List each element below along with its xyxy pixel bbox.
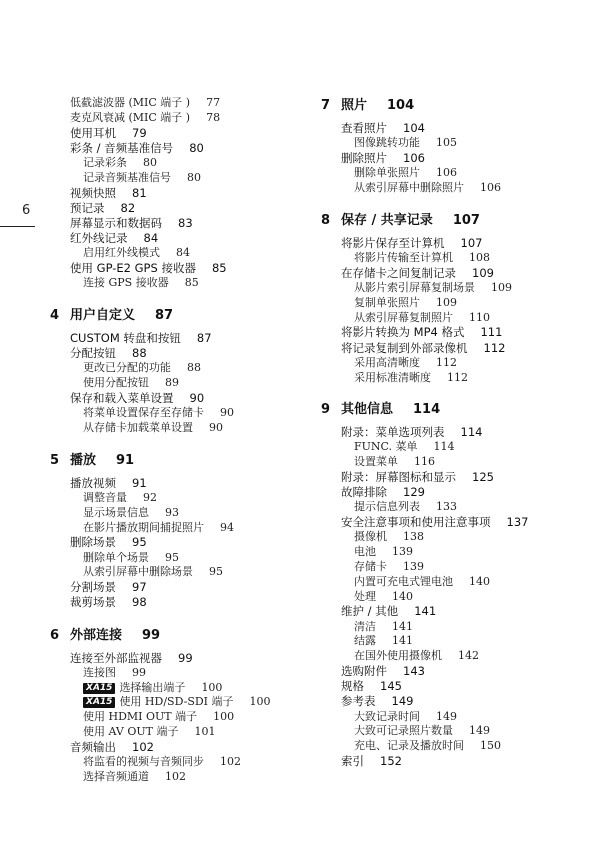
- entry-page-number: 100: [249, 695, 271, 709]
- toc-section[interactable]: [341, 325, 606, 340]
- entry-page-number: 97: [132, 580, 147, 595]
- entry-title: 用户自定义: [70, 308, 136, 324]
- toc-section[interactable]: [70, 535, 320, 550]
- entry-title: 提示信息列表: [354, 500, 420, 514]
- chapter-number: 5: [50, 452, 60, 468]
- toc-subsection[interactable]: [70, 681, 320, 696]
- entry-page-number: 102: [220, 754, 241, 768]
- toc-section[interactable]: [70, 231, 320, 246]
- entry-page-number: 92: [143, 491, 157, 505]
- toc-subsection[interactable]: [341, 356, 606, 371]
- entry-title: 在国外使用摄像机: [354, 649, 442, 663]
- entry-title: 采用标准清晰度: [354, 370, 431, 384]
- entry-title: 大致可记录照片数量: [354, 724, 453, 738]
- toc-subsection[interactable]: [70, 521, 320, 536]
- toc-subsection[interactable]: [341, 166, 606, 181]
- entry-page-number: 141: [392, 619, 413, 633]
- toc-chapter[interactable]: [50, 626, 320, 645]
- entry-title: 存储卡: [354, 560, 387, 574]
- toc-subsection[interactable]: [341, 296, 606, 311]
- toc-subsection[interactable]: [70, 156, 320, 171]
- toc-subsection[interactable]: [70, 710, 320, 725]
- toc-subsection[interactable]: [341, 545, 606, 560]
- toc-subsection[interactable]: [70, 246, 320, 261]
- entry-title: 使用 HD/SD-SDI 端子: [119, 695, 234, 709]
- entry-page-number: 95: [209, 565, 223, 579]
- model-badge: XA15: [83, 697, 115, 708]
- entry-title: 采用高清晰度: [354, 355, 420, 369]
- entry-page-number: 102: [165, 769, 186, 783]
- entry-page-number: 133: [436, 500, 457, 514]
- entry-page-number: 114: [460, 425, 483, 440]
- entry-page-number: 99: [178, 650, 193, 665]
- entry-title: 结露: [354, 634, 376, 648]
- toc-subsection[interactable]: [70, 770, 320, 785]
- entry-title: 设置菜单: [354, 455, 398, 469]
- entry-title: 保存 / 共享记录: [341, 212, 433, 228]
- entry-page-number: 106: [480, 180, 501, 194]
- entry-page-number: 107: [452, 212, 480, 228]
- entry-page-number: 94: [220, 520, 234, 534]
- entry-title: 图像跳转功能: [354, 136, 420, 150]
- toc-chapter[interactable]: [321, 400, 606, 419]
- entry-page-number: 90: [189, 391, 205, 406]
- entry-title: 从影片索引屏幕复制场景: [354, 280, 475, 294]
- toc-section[interactable]: [70, 141, 320, 156]
- entry-page-number: 99: [132, 665, 146, 679]
- entry-page-number: 109: [436, 295, 457, 309]
- entry-page-number: 87: [196, 331, 212, 346]
- entry-title: 使用 AV OUT 端子: [83, 724, 179, 738]
- chapter-number: 9: [321, 402, 331, 418]
- toc-subsection[interactable]: [70, 506, 320, 521]
- entry-page-number: 106: [436, 166, 457, 180]
- entry-page-number: 112: [483, 340, 506, 355]
- toc-section[interactable]: [70, 740, 320, 755]
- entry-title: 分割场景: [70, 580, 116, 595]
- entry-page-number: 105: [436, 136, 457, 150]
- entry-title: 在存储卡之间复制记录: [341, 265, 456, 280]
- toc-subsection[interactable]: [70, 376, 320, 391]
- entry-title: 大致记录时间: [354, 709, 420, 723]
- entry-page-number: 99: [142, 627, 161, 643]
- entry-title: 使用耳机: [70, 125, 116, 140]
- entry-title: 调整音量: [83, 491, 127, 505]
- entry-page-number: 102: [132, 739, 154, 754]
- entry-title: 电池: [354, 545, 376, 559]
- toc-subsection[interactable]: [70, 111, 320, 126]
- toc-subsection[interactable]: [341, 455, 606, 470]
- entry-page-number: 114: [413, 402, 441, 418]
- toc-subsection[interactable]: [341, 530, 606, 545]
- toc-section[interactable]: [70, 201, 320, 216]
- toc-section[interactable]: [341, 425, 606, 440]
- entry-title: 选购附件: [341, 664, 387, 678]
- entry-title: 彩条 / 音频基准信号: [70, 140, 174, 155]
- entry-page-number: 98: [132, 595, 147, 610]
- entry-page-number: 109: [472, 265, 494, 280]
- entry-title: CUSTOM 转盘和按钮: [70, 331, 181, 346]
- entry-page-number: 141: [392, 634, 413, 648]
- toc-section[interactable]: [341, 236, 606, 251]
- toc-section[interactable]: [70, 476, 320, 491]
- toc-subsection[interactable]: [341, 181, 606, 196]
- entry-title: 低截滤波器 (MIC 端子 ): [70, 96, 191, 109]
- entry-title: 删除单张照片: [354, 166, 420, 180]
- entry-page-number: 87: [155, 308, 174, 324]
- entry-title: 参考表: [341, 694, 376, 709]
- entry-page-number: 114: [433, 440, 455, 454]
- entry-title: 在影片播放期间捕捉照片: [83, 520, 204, 534]
- toc-subsection[interactable]: [341, 710, 606, 725]
- toc-chapter[interactable]: [50, 306, 320, 325]
- entry-page-number: 107: [460, 235, 483, 250]
- entry-title: 附录：屏幕图标和显示: [341, 470, 456, 485]
- entry-page-number: 149: [391, 694, 414, 709]
- entry-page-number: 90: [209, 421, 223, 435]
- toc-section[interactable]: [70, 346, 320, 361]
- entry-title: 使用分配按钮: [83, 376, 149, 390]
- entry-page-number: 112: [447, 370, 468, 384]
- entry-title: 将影片保存至计算机: [341, 235, 445, 250]
- toc-subsection[interactable]: [341, 136, 606, 151]
- entry-page-number: 145: [380, 679, 402, 694]
- entry-title: 从索引屏幕中删除场景: [83, 565, 193, 579]
- toc-section[interactable]: [341, 515, 606, 530]
- entry-title: 选择音频通道: [83, 769, 149, 783]
- entry-title: 使用 HDMI OUT 端子: [83, 710, 198, 724]
- entry-page-number: 93: [165, 505, 179, 519]
- toc-section[interactable]: [70, 261, 320, 276]
- entry-title: 从索引屏幕复制照片: [354, 310, 453, 324]
- toc-subsection[interactable]: [341, 649, 606, 664]
- entry-page-number: 152: [380, 753, 402, 768]
- entry-title: 内置可充电式锂电池: [354, 574, 453, 588]
- entry-page-number: 80: [143, 155, 157, 169]
- entry-title: 使用 GP-E2 GPS 接收器: [70, 261, 196, 276]
- entry-title: 分配按钮: [70, 346, 116, 361]
- chapter-number: 8: [321, 212, 331, 228]
- entry-title: 维护 / 其他: [341, 604, 399, 619]
- entry-title: 显示场景信息: [83, 505, 149, 519]
- entry-title: 将影片传输至计算机: [354, 250, 453, 264]
- entry-title: 将影片转换为 MP4 格式: [341, 325, 465, 340]
- entry-title: 其他信息: [341, 402, 394, 418]
- entry-title: 附录：菜单选项列表: [341, 425, 445, 440]
- toc-subsection[interactable]: [341, 634, 606, 649]
- toc-section[interactable]: [70, 126, 320, 141]
- toc-subsection[interactable]: [341, 281, 606, 296]
- entry-page-number: 100: [201, 680, 223, 694]
- entry-title: 从索引屏幕中删除照片: [354, 180, 464, 194]
- toc-subsection[interactable]: [341, 739, 606, 754]
- entry-page-number: 143: [403, 664, 425, 678]
- toc-section[interactable]: [70, 580, 320, 595]
- toc-chapter[interactable]: [50, 451, 320, 470]
- toc-subsection[interactable]: [341, 251, 606, 266]
- entry-title: 启用红外线模式: [83, 246, 160, 260]
- entry-page-number: 104: [387, 98, 415, 113]
- entry-page-number: 112: [436, 355, 457, 369]
- toc-section[interactable]: [70, 595, 320, 610]
- entry-title: 充电、记录及播放时间: [354, 739, 464, 753]
- entry-page-number: 88: [132, 346, 147, 361]
- toc-subsection[interactable]: [341, 620, 606, 635]
- toc-section[interactable]: [341, 470, 606, 485]
- entry-title: 外部连接: [70, 627, 123, 643]
- entry-title: 将记录复制到外部录像机: [341, 340, 468, 355]
- entry-page-number: 85: [211, 261, 227, 276]
- toc-section[interactable]: [341, 754, 606, 769]
- toc-subsection[interactable]: [70, 171, 320, 186]
- entry-title: 裁剪场景: [70, 595, 116, 610]
- toc-section[interactable]: [341, 485, 606, 500]
- entry-page-number: 116: [414, 455, 435, 469]
- entry-page-number: 90: [220, 406, 234, 420]
- entry-title: 删除照片: [341, 150, 387, 165]
- entry-page-number: 142: [458, 649, 479, 663]
- entry-title: 屏幕显示和数据码: [70, 215, 162, 230]
- entry-title: 删除场景: [70, 535, 116, 550]
- entry-title: 连接至外部监视器: [70, 650, 162, 665]
- entry-title: 摄像机: [354, 530, 387, 544]
- toc-section[interactable]: [341, 121, 606, 136]
- entry-page-number: 84: [176, 246, 190, 260]
- toc-subsection[interactable]: [341, 311, 606, 326]
- entry-title: 红外线记录: [70, 231, 128, 246]
- entry-page-number: 80: [187, 170, 201, 184]
- entry-page-number: 95: [165, 550, 179, 564]
- entry-page-number: 81: [132, 185, 147, 200]
- entry-title: 规格: [341, 679, 364, 694]
- entry-page-number: 88: [187, 361, 201, 375]
- toc-section[interactable]: [341, 341, 606, 356]
- entry-title: 将监看的视频与音频同步: [83, 754, 204, 768]
- entry-page-number: 89: [165, 376, 179, 390]
- entry-page-number: 83: [178, 215, 193, 230]
- toc-subsection[interactable]: [70, 551, 320, 566]
- entry-page-number: 104: [403, 121, 425, 135]
- entry-title: 连接 GPS 接收器: [83, 276, 169, 290]
- entry-page-number: 149: [436, 709, 457, 723]
- toc-section[interactable]: [70, 391, 320, 406]
- toc-section[interactable]: [70, 186, 320, 201]
- entry-title: 从存储卡加载菜单设置: [83, 421, 193, 435]
- toc-subsection[interactable]: [70, 406, 320, 421]
- entry-page-number: 106: [403, 150, 425, 165]
- toc-column-right: [321, 96, 606, 769]
- entry-page-number: 108: [469, 250, 490, 264]
- entry-page-number: 77: [206, 96, 221, 109]
- entry-title: 播放: [70, 452, 97, 468]
- toc-subsection[interactable]: [70, 565, 320, 580]
- entry-page-number: 129: [403, 485, 425, 500]
- toc-section[interactable]: [341, 679, 606, 694]
- entry-title: 视频快照: [70, 185, 116, 200]
- entry-page-number: 91: [116, 452, 135, 468]
- entry-page-number: 109: [491, 280, 512, 294]
- toc-section[interactable]: [70, 651, 320, 666]
- entry-page-number: 79: [132, 125, 147, 140]
- toc-subsection[interactable]: [70, 755, 320, 770]
- toc-section[interactable]: [341, 266, 606, 281]
- entry-title: 删除单个场景: [83, 550, 149, 564]
- toc-chapter[interactable]: [321, 96, 606, 115]
- entry-page-number: 95: [132, 535, 147, 550]
- entry-page-number: 140: [392, 589, 413, 603]
- toc-subsection[interactable]: [70, 96, 320, 111]
- toc-section[interactable]: [70, 216, 320, 231]
- model-badge: XA15: [83, 683, 115, 694]
- entry-page-number: 80: [189, 140, 204, 155]
- entry-title: 预记录: [70, 200, 105, 215]
- toc-section[interactable]: [341, 664, 606, 679]
- entry-title: 将菜单设置保存至存储卡: [83, 406, 204, 420]
- entry-page-number: 101: [194, 724, 216, 738]
- entry-page-number: 140: [469, 574, 490, 588]
- entry-title: 连接图: [83, 665, 116, 679]
- chapter-number: 7: [321, 98, 331, 113]
- chapter-number: 6: [50, 627, 60, 643]
- toc-subsection[interactable]: [341, 440, 606, 455]
- toc-subsection[interactable]: [341, 371, 606, 386]
- entry-title: 照片: [341, 98, 368, 113]
- toc-section[interactable]: [341, 604, 606, 619]
- page-number: 6: [22, 203, 31, 218]
- toc-subsection[interactable]: [341, 575, 606, 590]
- toc-subsection[interactable]: [70, 421, 320, 436]
- entry-page-number: 85: [184, 276, 199, 290]
- entry-title: 音频输出: [70, 739, 116, 754]
- toc-subsection[interactable]: [341, 590, 606, 605]
- entry-page-number: 139: [403, 560, 424, 574]
- entry-title: FUNC. 菜单: [354, 440, 418, 454]
- entry-title: 复制单张照片: [354, 295, 420, 309]
- entry-page-number: 125: [472, 470, 494, 485]
- entry-page-number: 137: [506, 515, 529, 530]
- entry-page-number: 149: [469, 724, 490, 738]
- toc-section[interactable]: [70, 331, 320, 346]
- toc-subsection[interactable]: [70, 725, 320, 740]
- toc-subsection[interactable]: [70, 666, 320, 681]
- entry-title: 故障排除: [341, 485, 387, 500]
- entry-page-number: 141: [414, 604, 437, 619]
- entry-title: 清洁: [354, 619, 376, 633]
- entry-title: 查看照片: [341, 121, 387, 135]
- entry-title: 更改已分配的功能: [83, 361, 171, 375]
- entry-page-number: 110: [469, 310, 490, 324]
- entry-title: 麦克风衰减 (MIC 端子 ): [70, 110, 191, 124]
- toc-subsection[interactable]: [70, 695, 320, 710]
- entry-page-number: 100: [213, 710, 235, 724]
- toc-subsection[interactable]: [341, 560, 606, 575]
- toc-chapter[interactable]: [321, 211, 606, 230]
- entry-page-number: 111: [480, 325, 503, 340]
- toc-section[interactable]: [341, 151, 606, 166]
- toc-subsection[interactable]: [341, 500, 606, 515]
- toc-column-left: [50, 96, 320, 785]
- entry-title: 记录彩条: [83, 155, 127, 169]
- entry-page-number: 139: [392, 545, 413, 559]
- entry-title: 保存和载入菜单设置: [70, 391, 174, 406]
- entry-page-number: 150: [480, 739, 501, 753]
- page-number-rule: [0, 226, 35, 227]
- entry-title: 播放视频: [70, 475, 116, 490]
- entry-page-number: 138: [403, 530, 424, 544]
- toc-subsection[interactable]: [70, 361, 320, 376]
- entry-title: 处理: [354, 589, 376, 603]
- chapter-number: 4: [50, 308, 60, 324]
- entry-page-number: 78: [206, 110, 221, 124]
- entry-page-number: 84: [143, 231, 159, 246]
- entry-page-number: 91: [132, 475, 147, 490]
- toc-subsection[interactable]: [70, 491, 320, 506]
- toc-subsection[interactable]: [341, 724, 606, 739]
- entry-title: 选择输出端子: [119, 680, 186, 694]
- toc-section[interactable]: [341, 694, 606, 709]
- entry-title: 索引: [341, 753, 364, 768]
- entry-title: 记录音频基准信号: [83, 170, 171, 184]
- entry-title: 安全注意事项和使用注意事项: [341, 515, 491, 530]
- entry-page-number: 82: [120, 200, 136, 215]
- toc-subsection[interactable]: [70, 276, 320, 291]
